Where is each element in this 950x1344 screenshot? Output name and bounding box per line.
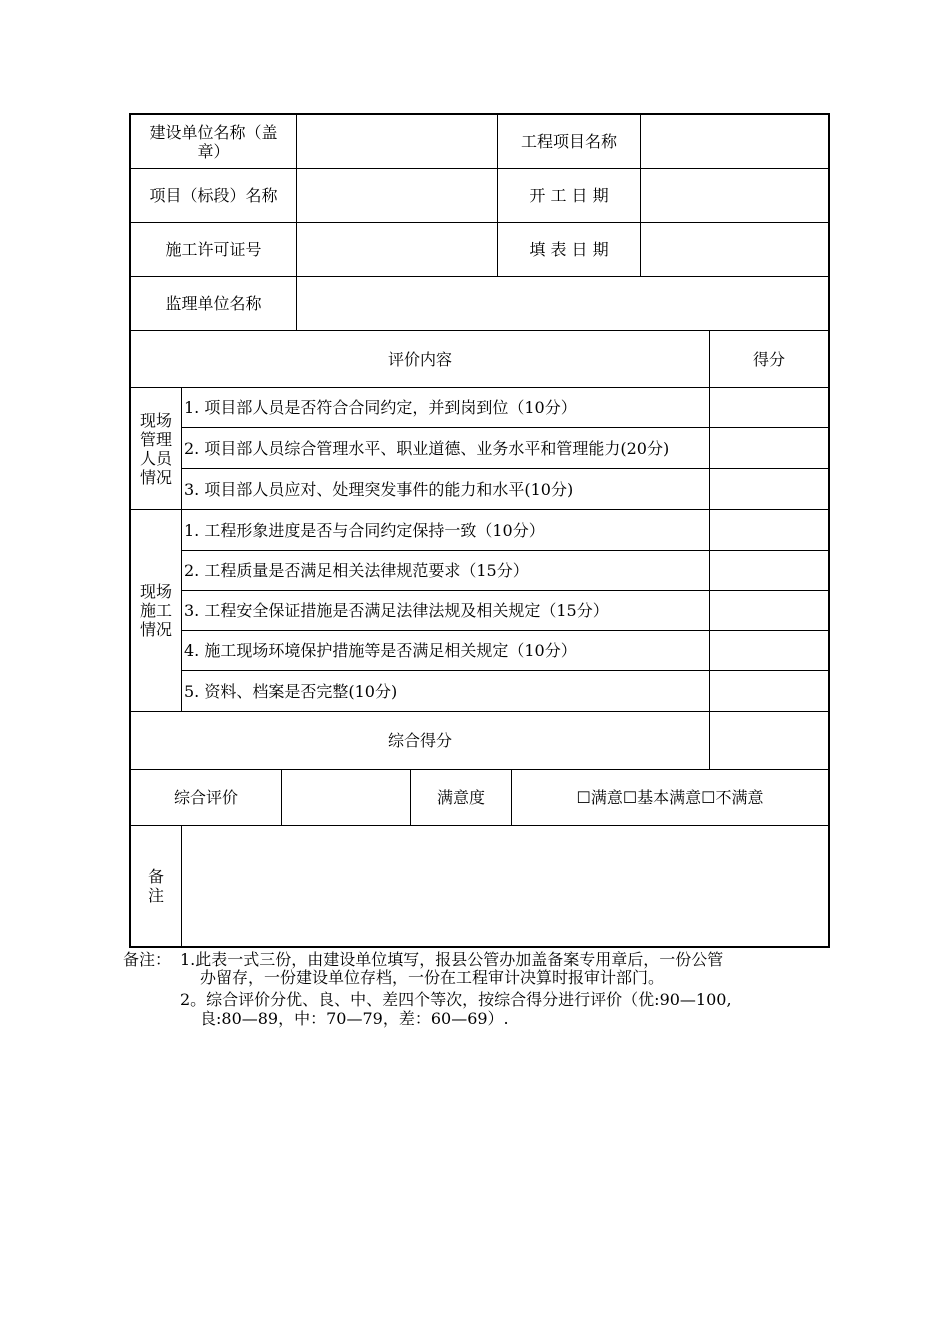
score-input[interactable] (710, 631, 828, 670)
score-input[interactable] (710, 388, 828, 427)
remarks-label: 备注 (147, 867, 164, 905)
construction-item-1: 1. 工程形象进度是否与合同约定保持一致（10分） (184, 520, 545, 540)
footnote-2-line-1: 2。综合评价分优、良、中、差四个等次，按综合得分进行评价（优:90—100, (180, 990, 732, 1009)
fill-date-label: 填 表 日 期 (529, 240, 609, 259)
management-item-2: 2. 项目部人员综合管理水平、职业道德、业务水平和管理能力(20分) (184, 438, 670, 458)
supervision-unit-input[interactable] (297, 277, 828, 330)
construction-item-5: 5. 资料、档案是否完整(10分) (184, 681, 398, 701)
footnote-1-line-2: 办留存，一份建设单位存档，一份在工程审计决算时报审计部门。 (200, 968, 665, 987)
score-input[interactable] (710, 510, 828, 550)
score-input[interactable] (710, 469, 828, 509)
management-item-1: 1. 项目部人员是否符合合同约定，并到岗到位（10分） (184, 398, 577, 417)
score-input[interactable] (710, 671, 828, 711)
satisfaction-options[interactable]: ☐满意☐基本满意☐不满意 (576, 788, 764, 807)
permit-no-label: 施工许可证号 (165, 240, 262, 259)
fill-date-input[interactable] (641, 223, 828, 276)
permit-no-input[interactable] (297, 223, 497, 276)
footnote-prefix: 备注： (123, 950, 172, 969)
construction-unit-input[interactable] (297, 115, 497, 168)
construction-item-4: 4. 施工现场环境保护措施等是否满足相关规定（10分） (184, 641, 577, 660)
construction-item-2: 2. 工程质量是否满足相关法律规范要求（15分） (184, 561, 529, 580)
total-score-input[interactable] (710, 712, 828, 769)
remarks-input[interactable] (182, 826, 828, 946)
overall-eval-label: 综合评价 (173, 788, 238, 807)
satisfaction-label: 满意度 (436, 788, 485, 807)
construction-unit-label: 建设单位名称（盖章） (149, 122, 278, 161)
score-input[interactable] (710, 428, 828, 468)
management-item-3: 3. 项目部人员应对、处理突发事件的能力和水平(10分) (184, 479, 574, 499)
management-group-label: 现场管理人员情况 (139, 410, 172, 487)
score-header: 得分 (752, 349, 785, 369)
section-name-input[interactable] (297, 169, 497, 222)
start-date-label: 开 工 日 期 (529, 186, 609, 205)
overall-eval-input[interactable] (282, 770, 410, 825)
section-name-label: 项目（标段）名称 (149, 186, 278, 205)
eval-content-header: 评价内容 (387, 349, 452, 369)
construction-group-label: 现场施工情况 (139, 582, 172, 639)
score-input[interactable] (710, 591, 828, 630)
start-date-input[interactable] (641, 169, 828, 222)
project-name-label: 工程项目名称 (520, 132, 617, 151)
footnote-2-line-2: 良:80—89，中：70—79，差：60—69）. (200, 1009, 509, 1028)
supervision-unit-label: 监理单位名称 (165, 294, 262, 313)
construction-item-3: 3. 工程安全保证措施是否满足法律法规及相关规定（15分） (184, 601, 609, 620)
total-score-label: 综合得分 (387, 731, 452, 750)
score-input[interactable] (710, 551, 828, 590)
project-name-input[interactable] (641, 115, 828, 168)
footnote-1-line-1: 1.此表一式三份，由建设单位填写，报县公管办加盖备案专用章后，一份公管 (180, 950, 724, 969)
